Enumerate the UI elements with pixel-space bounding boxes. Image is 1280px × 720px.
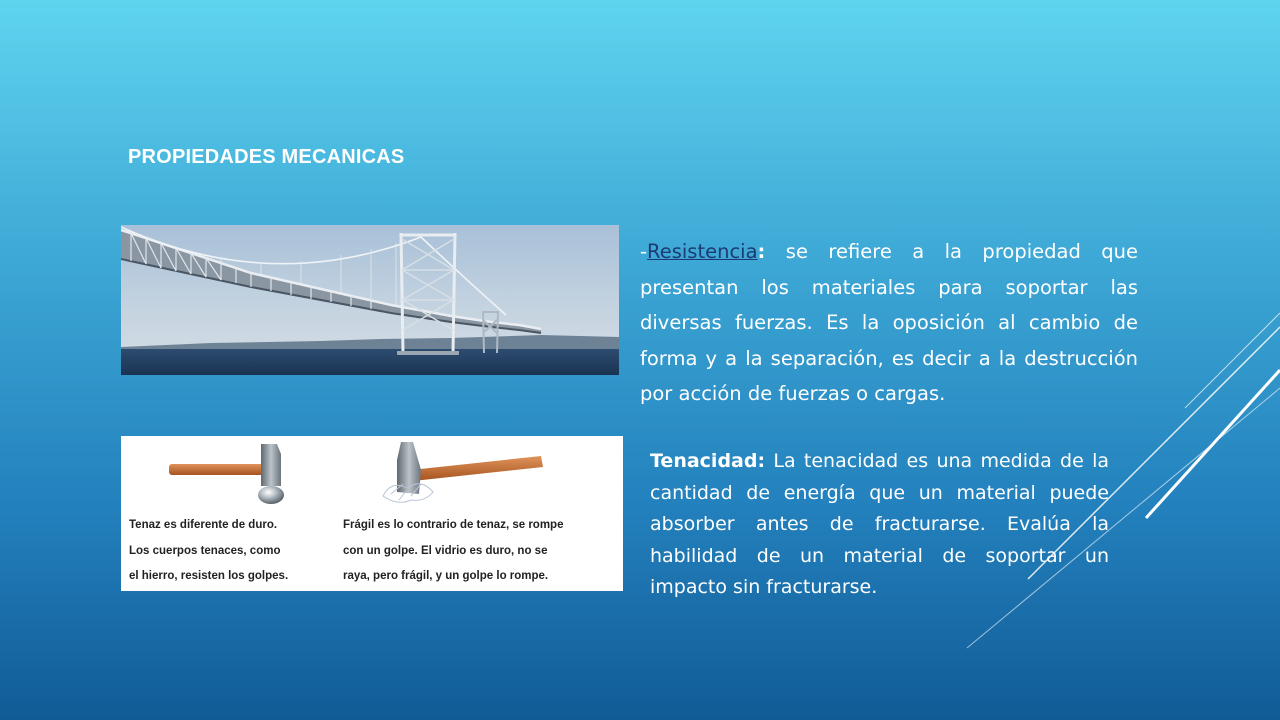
slide-title: PROPIEDADES MECANICAS — [128, 146, 405, 168]
left-caption-line: Los cuerpos tenaces, como — [129, 545, 281, 557]
left-caption-line: el hierro, resisten los golpes. — [129, 570, 289, 582]
resistencia-prefix: - — [640, 240, 648, 263]
tenacidad-term: Tenacidad: — [650, 450, 766, 472]
right-caption — [343, 519, 563, 582]
bridge-photo — [121, 225, 619, 375]
resistencia-paragraph — [640, 234, 1138, 412]
resistencia-colon: : — [757, 240, 766, 263]
right-caption-line: raya, pero frágil, y un golpe lo rompe. — [343, 570, 549, 582]
resistencia-text: se refiere a la propiedad que presentan los materiales para soportar las diversas fuerzas. Es la oposición al cambio de forma y a la separación, es decir a la destrucción por acción de fuerzas o cargas. — [640, 240, 1138, 405]
right-caption-line: Frágil es lo contrario de tenaz, se rompe — [343, 519, 564, 531]
resistencia-link[interactable]: Resistencia — [647, 240, 758, 263]
tenacidad-paragraph — [650, 446, 1109, 604]
hammer-illustration — [121, 436, 623, 591]
left-caption-line: Tenaz es diferente de duro. — [129, 519, 278, 531]
right-caption-line: con un golpe. El vidrio es duro, no se — [343, 545, 548, 557]
tenacidad-text: La tenacidad es una medida de la cantidad de energía que un material puede absorber antes de fracturarse. Evalúa la habilidad de un material de soportar un impacto sin fracturarse. — [650, 450, 1109, 598]
hammer-drawing — [121, 436, 623, 591]
left-caption — [129, 519, 288, 582]
